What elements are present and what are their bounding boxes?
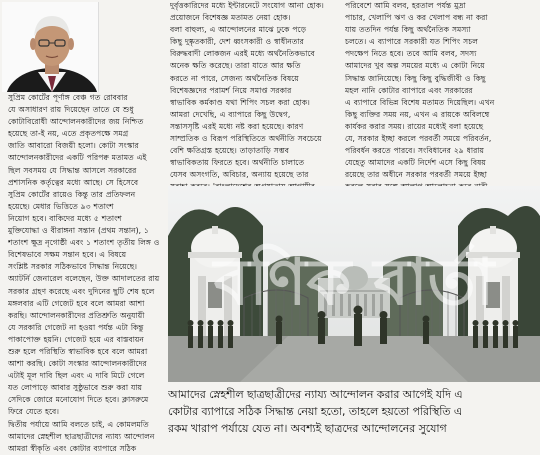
article-line: যে অসাধারণ রায় দিয়েছেন তাতে যে শুধু	[8, 105, 134, 115]
watermark	[168, 186, 540, 382]
article-line: এ ব্যাপারে বিভিন্ন বিশেষ মতামত দিয়েছিল। এখন	[345, 97, 495, 107]
caption-line: কোটার ব্যাপারে সঠিক সিদ্ধান্ত নেয়া হতো, তাহলে হয়তো পরিস্থিতি এ	[168, 405, 463, 418]
article-line: আশা করছি। কোটা সংস্কার আন্দোলনকারীদের	[8, 359, 147, 369]
article-line: অনেক ক্ষতি করেছে। তারা যাতে আর ক্ষতি	[170, 61, 301, 71]
article-line: শুরু হলে পরিস্থিতি স্বাভাবিক হবে বলে আমরা	[8, 346, 148, 356]
photo-caption	[168, 386, 538, 440]
article-line: সুপ্রিম কোর্টের পূর্ণাঙ্গ বেঞ্চ গত রোববার	[8, 93, 128, 102]
article-line: পরিবর্ধন করতে পারবে। সংবিধানের ২৯ ধারায়	[345, 146, 484, 156]
article-line: কার্যকর করার সময়। রায়ের মধ্যেই বলা হয়েছে	[345, 121, 484, 131]
article-line: মুক্তিযোদ্ধা ও বীরাঙ্গনা সন্তান (প্রথম সন্তান), ১	[8, 226, 149, 236]
article-column-left	[8, 92, 160, 453]
watermark-text: বণিক বার্তা	[213, 246, 495, 320]
article-line: প্রশাসনিক কর্তৃত্বের মধ্যে আছে। সে হিসেবে	[8, 177, 139, 187]
article-line: আমাদের খুব অল্প সময়ের মধ্যে এ কোটা নিয়ে	[345, 61, 485, 71]
article-line: করতে না পারে, সেজন্য অর্থনৈতিক বিষয়ে	[170, 73, 299, 83]
article-line: হয়েছে তা-ই নয়, এতে প্রকৃতপক্ষে সমগ্র	[8, 129, 129, 139]
article-line: হয়েছে। মেধার ভিত্তিতে ৯৩ শতাংশ	[8, 201, 114, 211]
article-line: যেসব অসংগতি, অবিচার, অন্যায় হয়েছে তার	[170, 170, 309, 180]
article-line: এটাই মূল দাবি ছিল এবং এ দাবি মিটে গেলে	[8, 371, 145, 381]
article-line: বেশি ক্ষতিগ্রস্ত হয়েছে। তাড়াতাড়ি সম্ভব	[170, 146, 289, 156]
article-line: পরিবেশে আমি বলব, হরতাল পর্যন্ত মুদ্রা	[345, 1, 466, 10]
article-line: পদক্ষেপ নিতে হবে। তবে আমি বলব, সদস্য	[345, 49, 477, 59]
article-line: সন্তাসসৃষ্টি এরই মধ্যে নষ্ট করা হয়েছে। কারণ	[170, 121, 304, 131]
article-line: শতাংশ ক্ষুদ্র নৃগোষ্ঠী এবং ১ শতাংশ তৃতীয় লিঙ্গ ও	[8, 238, 160, 248]
article-line: যেহেতু আমাদের একটি নির্দেশ এসে কিছু বিষয়	[345, 158, 486, 168]
article-line: পাকাপোক্ত হয়নি। গেজেট হয়ে এর বাস্তবায়ন	[8, 334, 144, 344]
news-photo-supreme-court	[168, 186, 540, 382]
article-line: বিরুদ্ধবাদী লোকজন এরই মধ্যে অর্থনৈতিকভাবে	[170, 49, 315, 59]
article-line: পাচার, খেলাপি ঋণ ও কর খেলাপ বন্ধ না করা	[345, 13, 488, 23]
article-line: যায় ততদিন পর্যন্ত কিছু অর্থনৈতিক সমস্যা	[345, 25, 471, 35]
article-line: করছি। আন্দোলনকারীদের প্রতিশ্রুতি অনুযায়ী	[8, 310, 145, 320]
article-line: স্বাভাবিক কর্মকাণ্ড যথা শিপিং সচল করা হোক।	[170, 97, 310, 107]
article-line: ছিল সবসময় যে সিদ্ধান্ত আসলে সরকারের	[8, 165, 137, 175]
article-line: আমরা স্বীকৃতি এবং কোটার ব্যাপারে সঠিক	[8, 443, 137, 453]
article-line: যত লোপাড়ে আবার সুষ্ঠুভাবে শুরু করা যায়	[8, 383, 142, 393]
article-line: মঙ্গলবার এটি গেজেট হবে বলে আমরা আশা	[8, 298, 145, 308]
article-line: বলা বাহুল্য, এ আন্দোলনের মাঝে ঢুকে পড়ে	[170, 25, 307, 35]
article-line: রয়েছে তার অধীনে সরকার পরবর্তী সময়ে ইচ্ছা	[345, 170, 487, 180]
article-line: স্বাভাবিকতায় ফিরতে হবে। অর্থনীতি চালাতে	[170, 158, 305, 168]
article-line: প্রয়োজনে বিশেষজ্ঞ মতামত নেয়া হোক।	[170, 13, 291, 23]
article-line: সাম্প্রতিক ও বিরূপ পরিস্থিতিতে অর্থনীতি সবচেয়ে	[170, 134, 322, 144]
article-line: আমরা দেখেছি, এ ব্যাপারে কিছু উদ্বেগ,	[170, 109, 291, 119]
article-line: আন্দোলনকারীদের একটি পরিপক্ব মতামত এই	[8, 153, 147, 163]
author-portrait	[2, 2, 99, 92]
article-line: যে সরকারি গেজেট না হওয়া পর্যন্ত এটা কিন্তু	[8, 322, 144, 332]
article-line: সিদ্ধান্ত জানিয়েছে। কিছু কিছু বুদ্ধিজীবী ও কিছু	[345, 73, 486, 83]
article-line: নিয়োগ হবে। বাকিদের মধ্যে ৫ শতাংশ	[8, 213, 122, 223]
author-portrait-image	[2, 2, 98, 92]
caption-line: রকম খারাপ পর্যায়ে যেত না। অবশ্যই ছাত্রদের আন্দোলনের সুযোগ	[168, 422, 447, 435]
article-line: মহল নানি কোটার ব্যাপারে এবং সরকারের	[345, 85, 473, 95]
article-line: দ্বিতীয় পর্যায়ে আমি বলতে চাই, এ কোমলমতি	[8, 419, 149, 429]
article-line: জাতি আবারো বিজয়ী হলো। কোটা সংস্কার	[8, 141, 139, 151]
article-line: বিশেষভাবে সক্ষম সন্তান হবে। এ বিষয়ে	[8, 250, 127, 260]
article-line: চলতে। এ ব্যাপারে সরকারী যত শিপিং সচল	[345, 37, 478, 47]
article-line: অ্যাটর্নি জেনারেল বলেছেন, উক্ত আদালতের রায়	[8, 274, 160, 284]
article-line: কিছু ব্যক্তির সময় নয়, এখন এ রায়কে অবিলম্বে	[345, 109, 490, 119]
article-column-middle	[170, 0, 338, 180]
article-line: দুর্বৃত্তকারিদের মধ্যে ইন্টারনেটে সংযোগ আনা হোক।	[170, 1, 324, 10]
article-line: বিশেষজ্ঞদের পরামর্শ নিয়ে সমাপ্ত সরকার	[170, 85, 292, 95]
article-line: ফিরে যেতে হবে।	[8, 407, 59, 417]
article-line: সুপ্রিম কোর্টের রায়েও কিন্তু তার প্রতিফলন	[8, 189, 136, 199]
article-column-right	[345, 0, 535, 180]
article-line: সরকার গ্রহণ করেছে এবং দুদিনের ছুটি শেষ হলে	[8, 286, 155, 296]
article-line: আমাদের স্নেহশীল ছাত্রছাত্রীদের ন্যায্য আন্দোলন	[8, 431, 155, 441]
article-line: সেদিকে জোরে মনোযোগ দিতে হবে। ক্লাসরুমে	[8, 395, 149, 405]
article-line: কোটাবিরোধী আন্দোলনকারীদের জয় নিশ্চিত	[8, 117, 144, 127]
article-line: সংশ্লিষ্ট সরকার সঠিকভাবে সিদ্ধান্ত নিয়েছে।	[8, 262, 137, 272]
caption-line: আমাদের স্নেহশীল ছাত্রছাত্রীদের ন্যায্য আন্দোলন করার আগেই যদি এ	[168, 388, 463, 401]
article-line: যে, সরকার ইচ্ছা করলে পরবর্তী সময়ে পরিবর্তন,	[345, 134, 492, 144]
article-line: কিছু দুষ্কৃতকারী, দেশ ধ্বংসকারী ও স্বাধীনতার	[170, 37, 304, 47]
